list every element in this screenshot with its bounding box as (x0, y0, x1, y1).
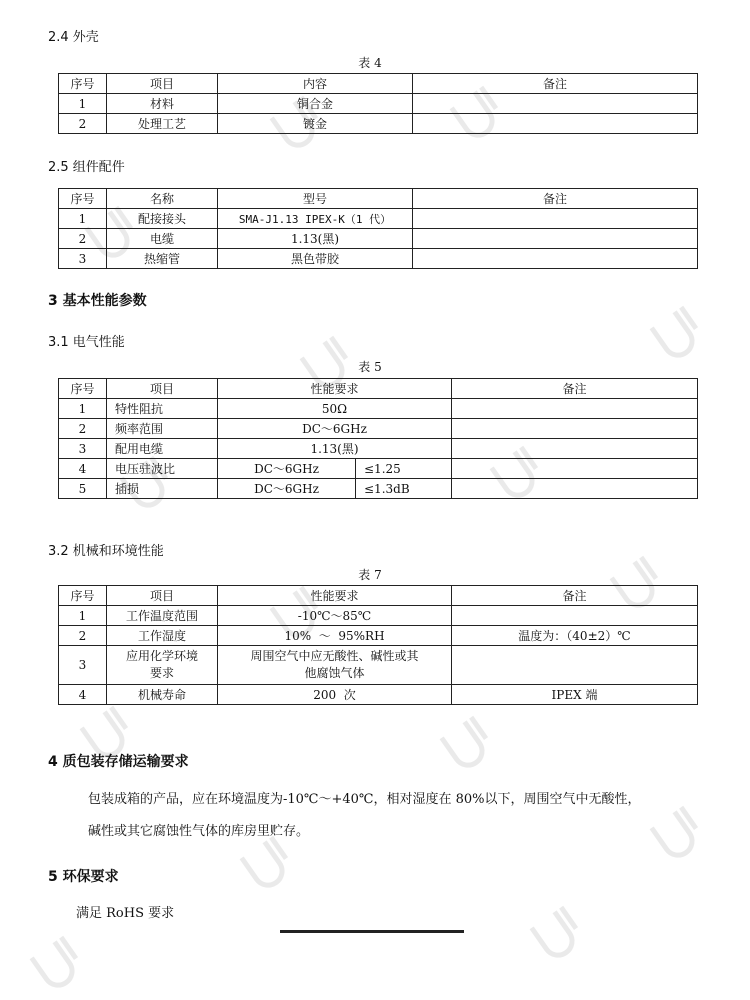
section-2-4-title: 2.4 外壳 (48, 30, 99, 45)
table-7 (58, 585, 698, 705)
cell-range: DC～6GHz (218, 459, 356, 479)
header-cell: 序号 (59, 189, 107, 209)
cell-item: 材料 (107, 94, 218, 114)
watermark-logo-icon (32, 937, 84, 990)
cell-item: 工作温度范围 (107, 606, 218, 626)
cell-item: 插损 (107, 479, 218, 499)
section-3-1-title: 3.1 电气性能 (48, 335, 125, 350)
cell-item: 工作湿度 (107, 626, 218, 646)
header-cell: 型号 (218, 189, 413, 209)
table-row (59, 646, 698, 685)
header-cell: 序号 (59, 74, 107, 94)
cell-item: 特性阻抗 (107, 399, 218, 419)
cell-model: SMA-J1.13 IPEX-K（1 代） (218, 209, 413, 229)
table-5 (58, 378, 698, 499)
table-header-row (59, 189, 698, 209)
table-4-caption: 表 4 (358, 56, 382, 70)
table-header-row (59, 586, 698, 606)
table-components (58, 188, 698, 269)
table-4 (58, 73, 698, 134)
cell-no: 1 (59, 94, 107, 114)
table-header-row (59, 379, 698, 399)
table-row (59, 94, 698, 114)
table-header-row (59, 74, 698, 94)
cell-req: 200 次 (218, 685, 452, 705)
header-cell: 备注 (413, 189, 698, 209)
cell-content: 铜合金 (218, 94, 413, 114)
end-divider (280, 930, 464, 933)
cell-note (452, 399, 698, 419)
cell-note (413, 249, 698, 269)
table-row (59, 606, 698, 626)
table-row (59, 399, 698, 419)
cell-item: 频率范围 (107, 419, 218, 439)
cell-value: ≤1.25 (356, 459, 452, 479)
cell-no: 4 (59, 685, 107, 705)
table-row (59, 209, 698, 229)
table-row (59, 419, 698, 439)
header-cell: 序号 (59, 379, 107, 399)
cell-item: 应用化学环境要求 (107, 646, 218, 685)
cell-model: 黑色带胶 (218, 249, 413, 269)
table-7-caption: 表 7 (358, 568, 382, 582)
table-row (59, 249, 698, 269)
cell-no: 3 (59, 439, 107, 459)
table-row (59, 439, 698, 459)
cell-req: 周围空气中应无酸性、碱性或其他腐蚀气体 (218, 646, 452, 685)
cell-item: 配用电缆 (107, 439, 218, 459)
section-3-title: 3 基本性能参数 (48, 293, 147, 309)
cell-note (413, 114, 698, 134)
cell-item: 电压驻波比 (107, 459, 218, 479)
cell-value: ≤1.3dB (356, 479, 452, 499)
section-4-title: 4 质包装存储运输要求 (48, 754, 189, 770)
table-row (59, 229, 698, 249)
cell-no: 1 (59, 209, 107, 229)
header-cell: 备注 (452, 586, 698, 606)
cell-note (452, 439, 698, 459)
cell-model: 1.13(黑) (218, 229, 413, 249)
section-5-title: 5 环保要求 (48, 869, 119, 885)
cell-note (452, 419, 698, 439)
cell-req: DC～6GHz (218, 419, 452, 439)
cell-no: 5 (59, 479, 107, 499)
cell-range: DC～6GHz (218, 479, 356, 499)
cell-req: 1.13(黑) (218, 439, 452, 459)
watermark-logo-icon (652, 807, 704, 860)
table-5-caption: 表 5 (358, 360, 382, 374)
cell-no: 2 (59, 626, 107, 646)
cell-no: 2 (59, 229, 107, 249)
section-3-2-title: 3.2 机械和环境性能 (48, 544, 164, 559)
header-cell: 内容 (218, 74, 413, 94)
table-row (59, 479, 698, 499)
cell-no: 2 (59, 114, 107, 134)
cell-no: 3 (59, 646, 107, 685)
cell-req: 10% ～ 95%RH (218, 626, 452, 646)
cell-name: 电缆 (107, 229, 218, 249)
table-row (59, 459, 698, 479)
cell-note (413, 94, 698, 114)
header-cell: 备注 (413, 74, 698, 94)
header-cell: 项目 (107, 586, 218, 606)
cell-req: -10℃～85℃ (218, 606, 452, 626)
cell-item: 机械寿命 (107, 685, 218, 705)
cell-note (413, 209, 698, 229)
rohs-text: 满足 RoHS 要求 (76, 906, 175, 921)
cell-note: IPEX 端 (452, 685, 698, 705)
cell-note (452, 479, 698, 499)
cell-note (452, 606, 698, 626)
cell-content: 镀金 (218, 114, 413, 134)
header-cell: 项目 (107, 379, 218, 399)
cell-note (452, 646, 698, 685)
header-cell: 备注 (452, 379, 698, 399)
table-row (59, 626, 698, 646)
cell-no: 3 (59, 249, 107, 269)
cell-no: 1 (59, 606, 107, 626)
table-row (59, 685, 698, 705)
cell-note: 温度为：（40±2）℃ (452, 626, 698, 646)
header-cell: 性能要求 (218, 586, 452, 606)
header-cell: 序号 (59, 586, 107, 606)
header-cell: 名称 (107, 189, 218, 209)
header-cell: 性能要求 (218, 379, 452, 399)
header-cell: 项目 (107, 74, 218, 94)
section-2-5-title: 2.5 组件配件 (48, 160, 125, 175)
cell-no: 1 (59, 399, 107, 419)
watermark-logo-icon (652, 307, 704, 360)
cell-note (413, 229, 698, 249)
cell-note (452, 459, 698, 479)
watermark-logo-icon (532, 907, 584, 960)
cell-name: 热缩管 (107, 249, 218, 269)
cell-req: 50Ω (218, 399, 452, 419)
storage-paragraph-line-1: 包装成箱的产品，应在环境温度为-10℃～+40℃，相对湿度在 80%以下，周围空气中无酸性， (88, 792, 641, 807)
cell-no: 2 (59, 419, 107, 439)
cell-no: 4 (59, 459, 107, 479)
table-row (59, 114, 698, 134)
cell-name: 配接接头 (107, 209, 218, 229)
watermark-logo-icon (442, 717, 494, 770)
cell-item: 处理工艺 (107, 114, 218, 134)
storage-paragraph-line-2: 碱性或其它腐蚀性气体的库房里贮存。 (88, 824, 310, 839)
